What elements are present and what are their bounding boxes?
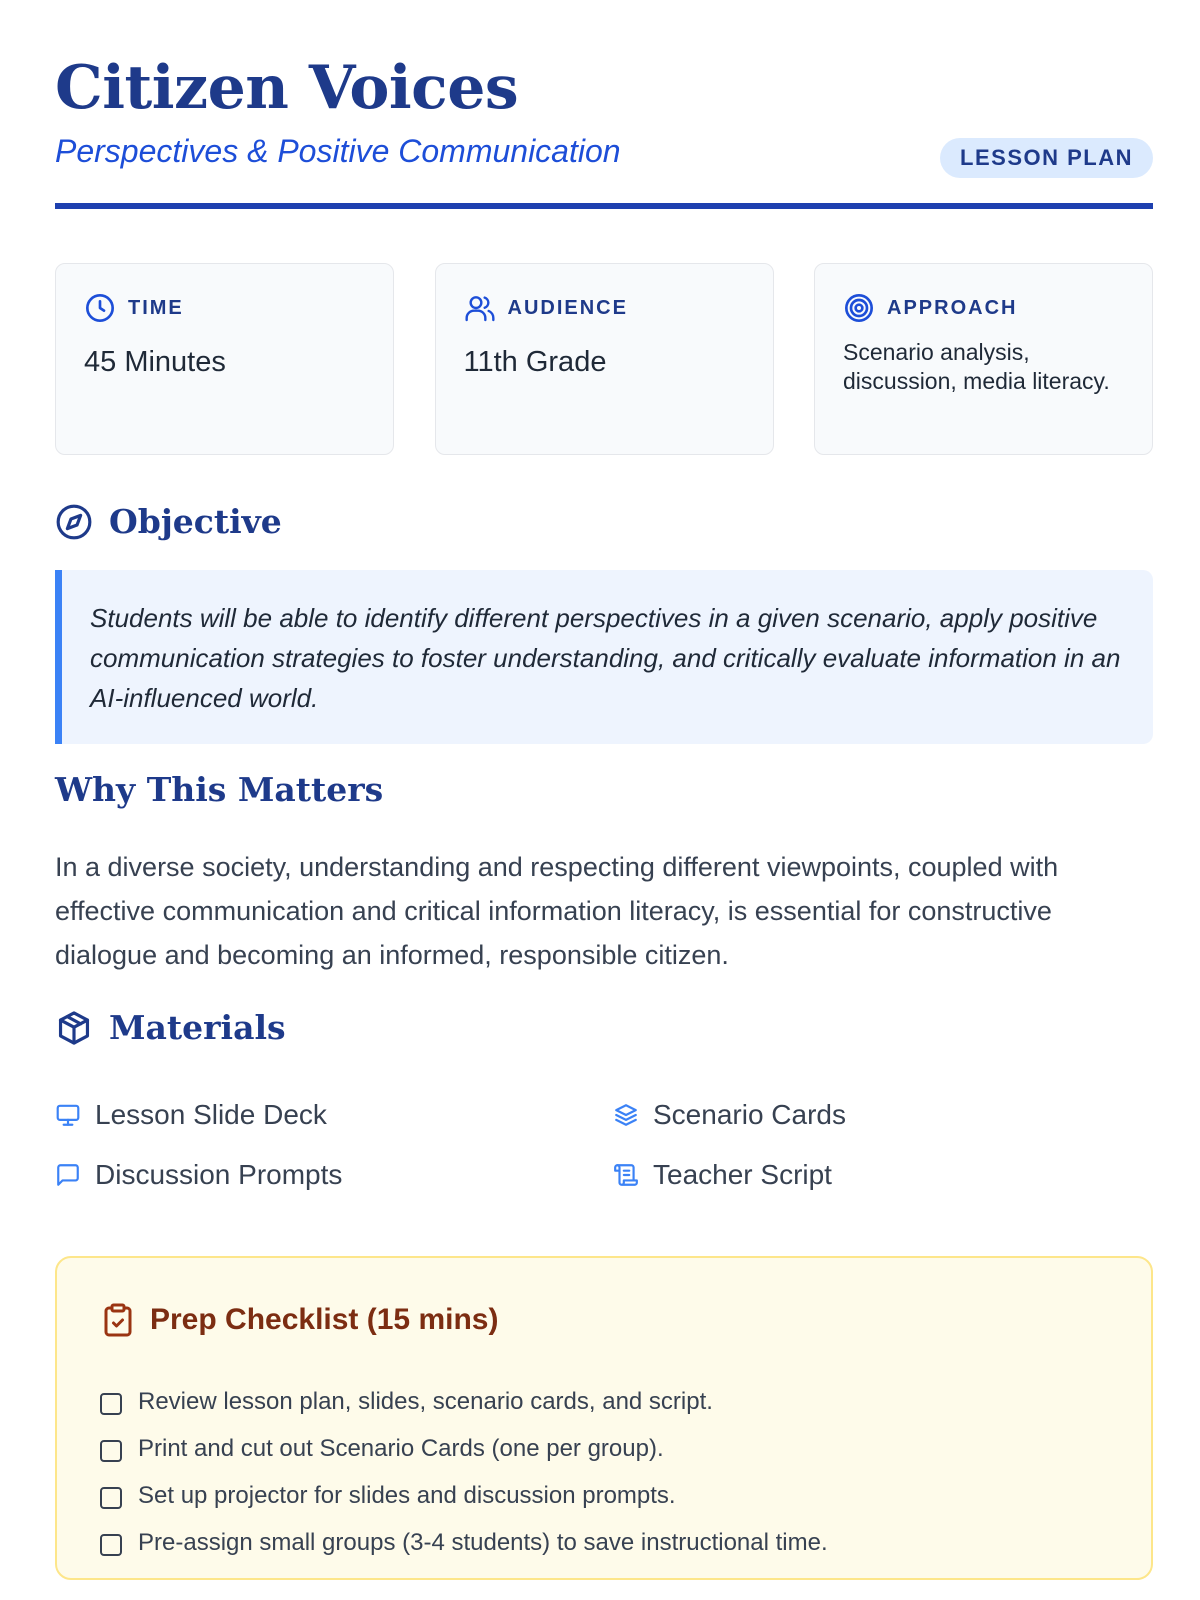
time-label: TIME (128, 296, 184, 319)
audience-label: AUDIENCE (507, 296, 628, 319)
approach-card (814, 263, 1153, 455)
prep-item[interactable] (100, 1519, 828, 1566)
checkbox[interactable] (100, 1393, 122, 1415)
page-title: Citizen Voices (55, 53, 519, 123)
compass-icon (55, 503, 93, 541)
header-divider (55, 203, 1153, 209)
approach-label: APPROACH (887, 296, 1018, 319)
monitor-icon (55, 1102, 81, 1128)
prep-list (100, 1378, 828, 1566)
approach-card-header (843, 292, 1124, 324)
material-label: Teacher Script (653, 1159, 832, 1190)
material-item (55, 1160, 613, 1190)
target-icon (843, 292, 875, 324)
scroll-icon (613, 1162, 639, 1188)
why-heading (55, 770, 383, 809)
prep-item-text: Pre-assign small groups (3-4 students) to save instructional time. (138, 1528, 828, 1556)
prep-item-text: Review lesson plan, slides, scenario cards, and script. (138, 1387, 713, 1415)
time-card-header (84, 292, 365, 324)
objective-text: Students will be able to identify different perspectives in a given scenario, apply positive communication strategies to foster understanding, and critically evaluate information in an AI-influenced world. (90, 603, 1121, 713)
prep-item-text: Print and cut out Scenario Cards (one per group). (138, 1434, 664, 1462)
checkbox[interactable] (100, 1534, 122, 1556)
message-icon (55, 1162, 81, 1188)
material-label: Lesson Slide Deck (95, 1099, 327, 1130)
prep-checklist (55, 1256, 1153, 1580)
why-title: Why This Matters (55, 770, 384, 809)
prep-item[interactable] (100, 1425, 828, 1472)
layers-icon (613, 1102, 639, 1128)
clipboard-check-icon (100, 1302, 136, 1338)
prep-heading (100, 1302, 498, 1338)
objective-heading (55, 502, 282, 541)
material-item (613, 1100, 1153, 1130)
time-card (55, 263, 394, 455)
box-icon (55, 1009, 93, 1047)
prep-item[interactable] (100, 1472, 828, 1519)
audience-card-header (464, 292, 745, 324)
clock-icon (84, 292, 116, 324)
lesson-plan-page (55, 0, 1153, 1556)
material-label: Scenario Cards (653, 1099, 846, 1130)
users-icon (464, 292, 496, 324)
lesson-plan-badge: LESSON PLAN (940, 138, 1153, 178)
approach-value: Scenario analysis, discussion, media literacy. (843, 339, 1110, 395)
materials-title: Materials (109, 1008, 286, 1047)
header (55, 0, 1153, 210)
objective-box (55, 570, 1153, 744)
materials-list (55, 1100, 1153, 1190)
why-text: In a diverse society, understanding and respecting different viewpoints, coupled with effective communication and critical information literacy, is essential for constructive dialogue and becoming an informed, responsible citizen. (55, 852, 1059, 970)
objective-title: Objective (109, 502, 282, 541)
time-value: 45 Minutes (84, 346, 226, 378)
page-subtitle: Perspectives & Positive Communication (55, 133, 621, 169)
audience-card (435, 263, 774, 455)
info-cards (55, 263, 1153, 455)
material-item (613, 1160, 1153, 1190)
checkbox[interactable] (100, 1487, 122, 1509)
materials-heading (55, 1008, 286, 1047)
checkbox[interactable] (100, 1440, 122, 1462)
prep-item-text: Set up projector for slides and discussion prompts. (138, 1481, 676, 1509)
audience-value: 11th Grade (463, 346, 607, 378)
material-label: Discussion Prompts (95, 1159, 343, 1190)
prep-item[interactable] (100, 1378, 828, 1425)
prep-title: Prep Checklist (15 mins) (150, 1303, 499, 1336)
material-item (55, 1100, 613, 1130)
